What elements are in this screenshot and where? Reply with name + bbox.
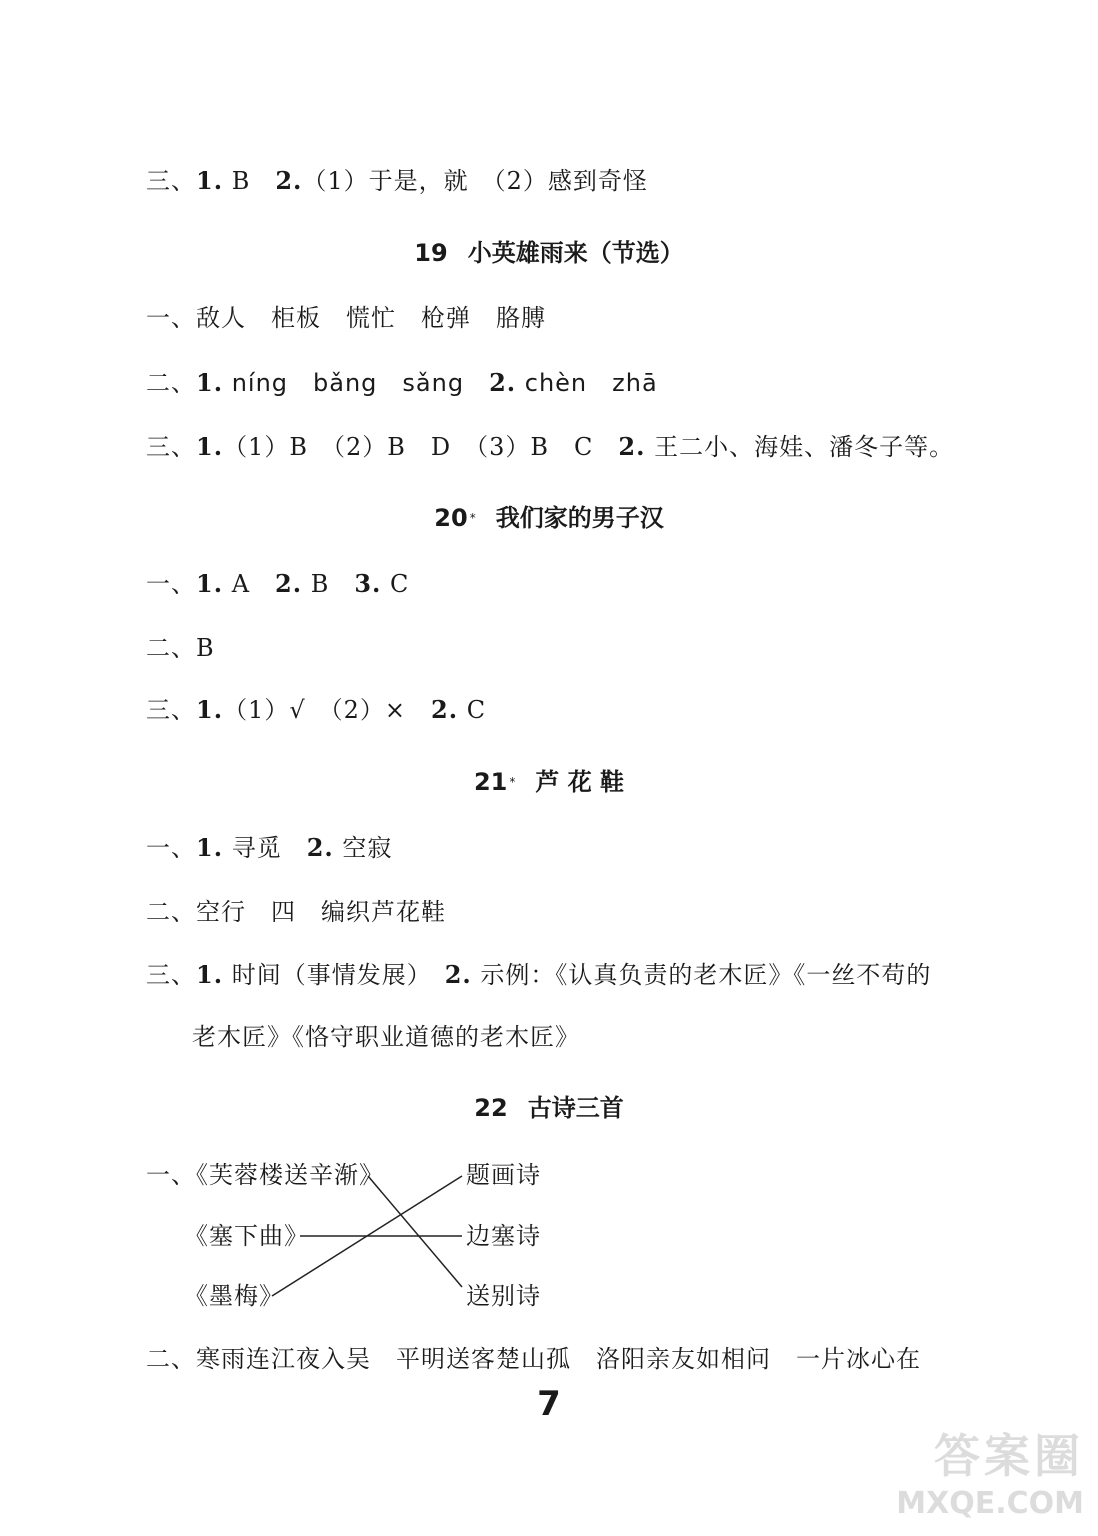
poem-3: 《墨梅》 <box>184 1282 284 1310</box>
s20-q2-answer: 二、B <box>146 634 215 662</box>
s20-heading: 20 * 我们家的男子汉 <box>434 504 664 532</box>
poem-type-2: 边塞诗 <box>466 1222 541 1250</box>
watermark-url: MXQE.COM <box>896 1486 1084 1521</box>
s20-q1-answer: 一、1. A 2. B 3. C <box>146 569 410 598</box>
s22-q1-prefix: 一、 <box>146 1161 196 1189</box>
s19-q1-answer: 一、敌人 柜板 慌忙 枪弹 胳膊 <box>146 304 546 332</box>
match-line-poem1-type3 <box>368 1176 462 1287</box>
s22-heading: 22 古诗三首 <box>474 1094 624 1122</box>
poem-type-3: 送别诗 <box>466 1282 541 1310</box>
watermark-logo-text: 答案圈 <box>934 1429 1084 1483</box>
s19-heading: 19 小英雄雨来（节选） <box>414 239 684 267</box>
s21-heading: 21 * 芦 花 鞋 <box>473 768 625 796</box>
site-watermark <box>894 1420 1084 1530</box>
s22-q2-answer: 二、寒雨连江夜入吴 平明送客楚山孤 洛阳亲友如相问 一片冰心在 <box>146 1345 921 1373</box>
s18-q3-answer: 三、1. B 2.（1）于是，就 （2）感到奇怪 <box>146 166 648 195</box>
s21-q3-answer-continued: 老木匠》《恪守职业道德的老木匠》 <box>192 1023 580 1051</box>
poem-1: 《芙蓉楼送辛渐》 <box>184 1161 384 1189</box>
s19-q2-answer: 二、1. níng bǎng sǎng 2. chèn zhā <box>146 368 658 397</box>
s19-q3-answer: 三、1.（1）B （2）B D （3）B C 2. 王二小、海娃、潘冬子等。 <box>146 432 955 461</box>
s21-q2-answer: 二、空行 四 编织芦花鞋 <box>146 898 446 926</box>
page-number: 7 <box>537 1384 561 1424</box>
poem-2: 《塞下曲》 <box>184 1222 309 1250</box>
poem-type-1: 题画诗 <box>466 1161 541 1189</box>
s20-q3-answer: 三、1.（1）√ （2）× 2. C <box>146 695 487 724</box>
s21-q3-answer: 三、1. 时间（事情发展） 2. 示例：《认真负责的老木匠》《一丝不苟的 <box>146 960 932 989</box>
s21-q1-answer: 一、1. 寻觅 2. 空寂 <box>146 833 393 862</box>
